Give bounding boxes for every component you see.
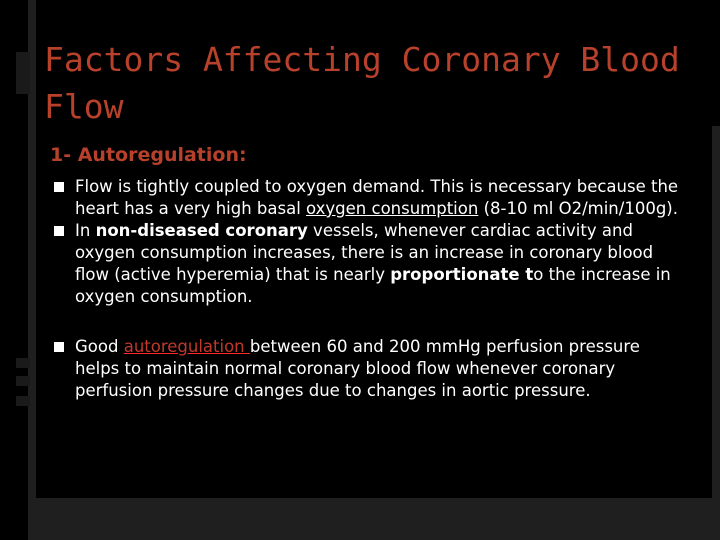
bullet-text-part: between 60 and 200 mmHg perfusion pressure helps to maintain normal coronary blood flow whenever coronary perfusion pressure changes due to changes in aortic pressure. <box>75 337 640 400</box>
underlined-term: oxygen consumption <box>306 199 479 218</box>
highlighted-term: autoregulation <box>123 337 250 356</box>
bullet-text-part: Flow is tightly coupled to oxygen demand. This is necessary because the heart has a very high basal <box>75 177 679 218</box>
bullet-item <box>54 176 684 220</box>
bullet-text-part: vessels, whenever cardiac activity and oxygen consumption increases, there is an increase in coronary blood flow (active hyperemia) that is nearly <box>75 221 654 284</box>
section-subheading: 1- Autoregulation: <box>50 144 247 166</box>
bullet-item <box>54 220 684 308</box>
bullet-item <box>54 336 684 402</box>
decorative-bar <box>16 52 30 94</box>
decorative-block <box>16 376 30 386</box>
bullet-list <box>54 176 684 402</box>
bullet-text-part: In <box>75 221 96 240</box>
square-bullet-icon <box>54 226 64 236</box>
square-bullet-icon <box>54 182 64 192</box>
bullet-text-part: o the increase in oxygen consumption. <box>75 265 671 306</box>
bold-term: non-diseased coronary <box>95 221 308 240</box>
square-bullet-icon <box>54 342 64 352</box>
bullet-text-part: (8-10 ml O2/min/100g). <box>478 199 678 218</box>
bullet-text-part: Good <box>75 337 124 356</box>
bold-term: proportionate t <box>390 265 534 284</box>
decorative-block <box>16 358 30 368</box>
slide-title: Factors Affecting Coronary Blood Flow <box>44 40 680 126</box>
decorative-block <box>16 396 30 406</box>
